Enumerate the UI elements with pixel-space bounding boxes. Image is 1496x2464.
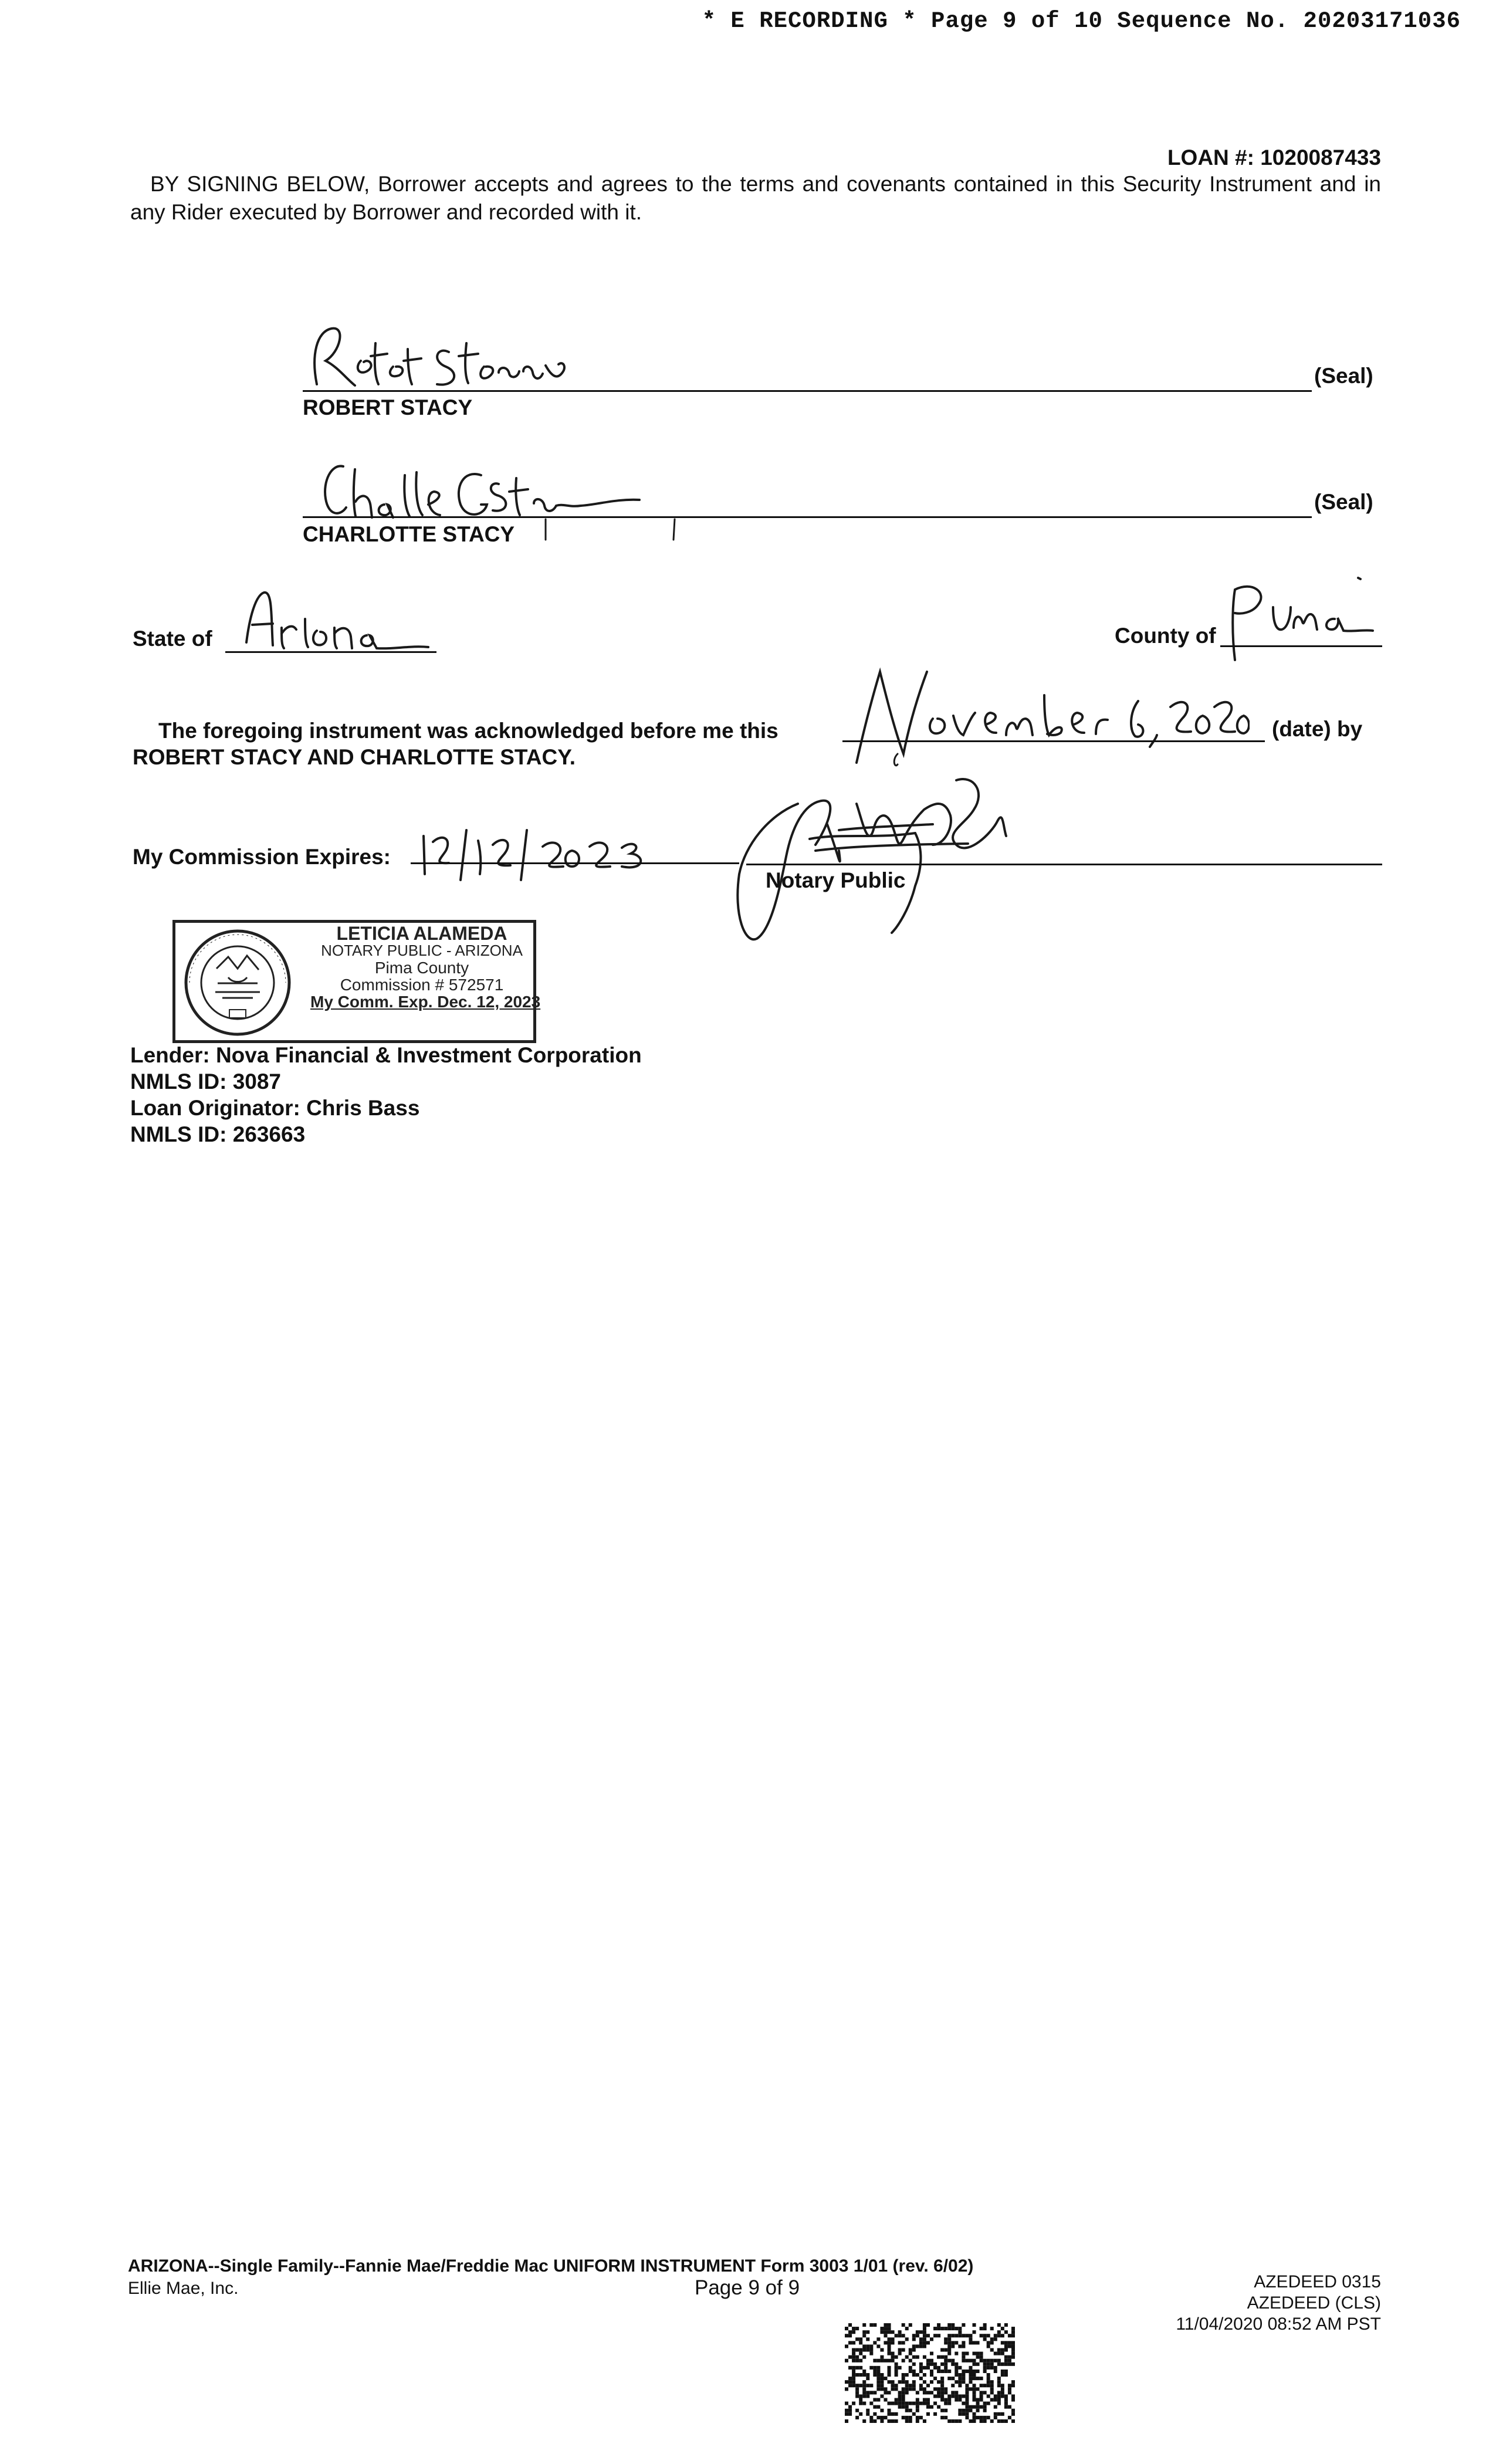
state-underline bbox=[225, 651, 436, 653]
stamp-commission: Commission # 572571 bbox=[340, 976, 504, 994]
notary-signature-line bbox=[746, 864, 1382, 865]
lender-info bbox=[130, 1042, 642, 1148]
footer-codes bbox=[1176, 2272, 1381, 2335]
county-handwriting bbox=[1217, 572, 1382, 666]
loan-originator: Loan Originator: Chris Bass bbox=[130, 1096, 420, 1120]
borrower-1-seal: (Seal) bbox=[1314, 364, 1373, 388]
footer-code-1: AZEDEED 0315 bbox=[1254, 2272, 1381, 2292]
lender-nmls: NMLS ID: 3087 bbox=[130, 1069, 282, 1094]
stamp-title: NOTARY PUBLIC - ARIZONA bbox=[321, 942, 523, 959]
footer-left bbox=[128, 2256, 973, 2299]
robert-stacy-signature bbox=[305, 320, 581, 396]
commission-label: My Commission Expires: bbox=[133, 845, 391, 869]
footer-page-number: Page 9 of 9 bbox=[695, 2276, 800, 2299]
footer-code-2: AZEDEED (CLS) bbox=[1247, 2293, 1381, 2313]
lender-name: Lender: Nova Financial & Investment Corporation bbox=[130, 1043, 642, 1067]
borrower-1-name: ROBERT STACY bbox=[303, 395, 473, 419]
commission-line bbox=[411, 862, 739, 864]
footer-timestamp: 11/04/2020 08:52 AM PST bbox=[1176, 2314, 1381, 2334]
intro-text: BY SIGNING BELOW, Borrower accepts and agrees to the terms and covenants contained in this Security Instrument and in any Rider executed by Borrower and recorded with it. bbox=[130, 172, 1381, 224]
intro-paragraph bbox=[130, 170, 1381, 226]
footer-form-title: ARIZONA--Single Family--Fannie Mae/Freddie Mac UNIFORM INSTRUMENT Form 3003 1/01 (rev. 6/02) bbox=[128, 2256, 974, 2276]
acknowledgment-text-after: (date) by bbox=[1272, 717, 1363, 741]
loan-number: LOAN #: 1020087433 bbox=[1167, 145, 1381, 170]
borrower-2-name: CHARLOTTE STACY bbox=[303, 522, 515, 546]
county-underline bbox=[1220, 645, 1382, 647]
notary-label: Notary Public bbox=[766, 868, 906, 892]
state-handwriting bbox=[223, 584, 446, 660]
stamp-county: Pima County bbox=[374, 959, 469, 977]
barcode-icon bbox=[845, 2323, 1015, 2423]
acknowledgment-date-line bbox=[842, 740, 1265, 742]
stamp-expiration: My Comm. Exp. Dec. 12, 2023 bbox=[310, 993, 541, 1011]
borrower-2-signature-line bbox=[303, 516, 1312, 518]
stamp-name: LETICIA ALAMEDA bbox=[336, 923, 507, 944]
state-label: State of bbox=[133, 627, 212, 651]
state-seal-icon bbox=[181, 928, 294, 1038]
acknowledgment-text-before: The foregoing instrument was acknowledged before me this bbox=[158, 719, 779, 743]
originator-nmls: NMLS ID: 263663 bbox=[130, 1122, 306, 1146]
county-label: County of bbox=[1115, 624, 1216, 648]
borrower-2-seal: (Seal) bbox=[1314, 490, 1373, 514]
notary-stamp bbox=[172, 920, 541, 1043]
acknowledgment-date-handwriting bbox=[839, 660, 1250, 771]
recording-header: * E RECORDING * Page 9 of 10 Sequence No. 20203171036 bbox=[702, 8, 1461, 34]
footer-vendor: Ellie Mae, Inc. bbox=[128, 2279, 239, 2298]
notary-signature bbox=[722, 769, 1050, 962]
acknowledgment-parties: ROBERT STACY AND CHARLOTTE STACY. bbox=[133, 745, 576, 769]
commission-date-handwriting bbox=[417, 824, 686, 883]
borrower-1-signature-line bbox=[303, 390, 1312, 392]
